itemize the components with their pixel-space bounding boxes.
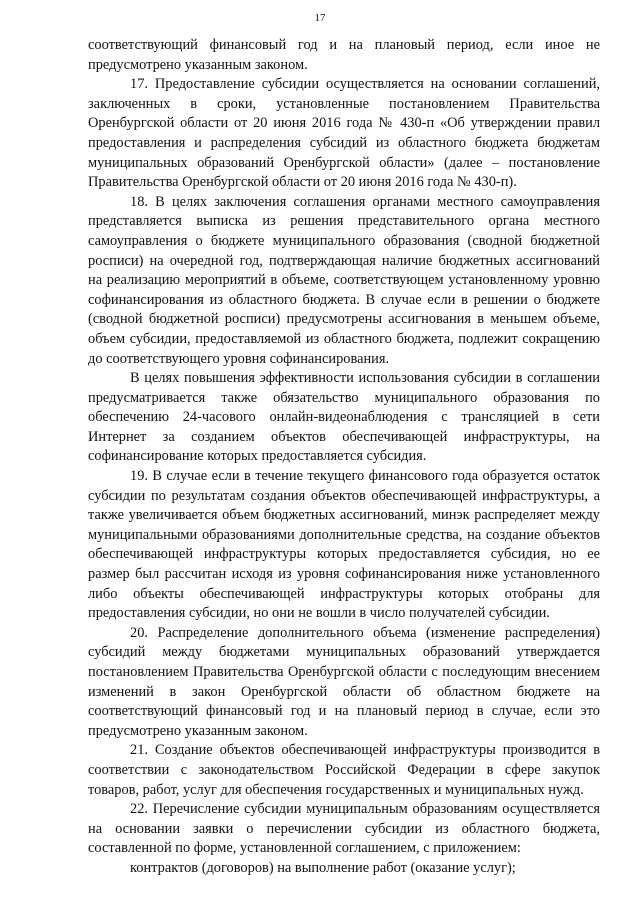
paragraph-18-video-monitoring: В целях повышения эффективности использования субсидии в соглашении предусматривается также обязательство муниципального образования по обеспечению 24-часового онлайн-видеонаблюдения с трансляцией в сети Интернет за созданием объектов обеспечивающей инфраструктуры, на софинансирование которых предоставляется субсидия. bbox=[88, 370, 600, 465]
paragraph-18: 18. В целях заключения соглашения органами местного самоуправления представляется выписка из решения представительного органа местного самоуправления о бюджете муниципального образования (сводной бюджетной росписи) на очередной год, подтверждающая наличие бюджетных ассигнований на реализацию мероприятий в объеме, соответствующем установленному уровню софинансирования из областного бюджета. В случае если в решении о бюджете (сводной бюджетной росписи) предусмотрены ассигнования в меньшем объеме, объем субсидии, предоставляемой из областного бюджета, подлежит сокращению до соответствующего уровня софинансирования. bbox=[88, 193, 600, 367]
paragraph-continuation: соответствующий финансовый год и на плановый период, если иное не предусмотрено указанным законом. bbox=[88, 37, 600, 73]
paragraph-19: 19. В случае если в течение текущего финансового года образуется остаток субсидии по результатам создания объектов обеспечивающей инфраструктуры, а также увеличивается объем бюджетных ассигнований, минэк распределяет между муниципальными образованиями дополнительные средства, на создание объектов обеспечивающей инфраструктуры которых предоставляется субсидия, но ее размер был рассчитан исходя из уровня софинансирования ниже установленного либо объекты обеспечивающей инфраструктуры которых отобраны для предоставления субсидии, но они не вошли в число получателей субсидии. bbox=[88, 468, 600, 622]
paragraph-17: 17. Предоставление субсидии осуществляется на основании соглашений, заключенных в сроки, установленные постановлением Правительства Оренбургской области от 20 июня 2016 года № 430-п «Об утверждении правил предоставления и распределения субсидий из областного бюджета бюджетам муниципальных образований Оренбургской области» (далее – постановление Правительства Оренбургской области от 20 июня 2016 года № 430-п). bbox=[88, 76, 600, 191]
paragraph-22-contracts-item: контрактов (договоров) на выполнение работ (оказание услуг); bbox=[130, 859, 516, 876]
paragraph-21: 21. Создание объектов обеспечивающей инфраструктуры производится в соответствии с законодательством Российской Федерации в сфере закупок товаров, работ, услуг для обеспечения государственных и муниципальных нужд. bbox=[88, 742, 600, 798]
paragraph-22: 22. Перечисление субсидии муниципальным образованиям осуществляется на основании заявки о перечислении субсидии из областного бюджета, составленной по форме, установленной соглашением, с приложением: bbox=[88, 801, 600, 857]
document-body bbox=[88, 36, 600, 879]
paragraph-20: 20. Распределение дополнительного объема (изменение распределения) субсидий между бюджетами муниципальных образований утверждается постановлением Правительства Оренбургской области с последующим внесением изменений в закон Оренбургской области об областном бюджете на соответствующий финансовый год и на плановый период в случае, если это предусмотрено указанным законом. bbox=[88, 624, 600, 739]
page-number: 17 bbox=[314, 12, 326, 24]
